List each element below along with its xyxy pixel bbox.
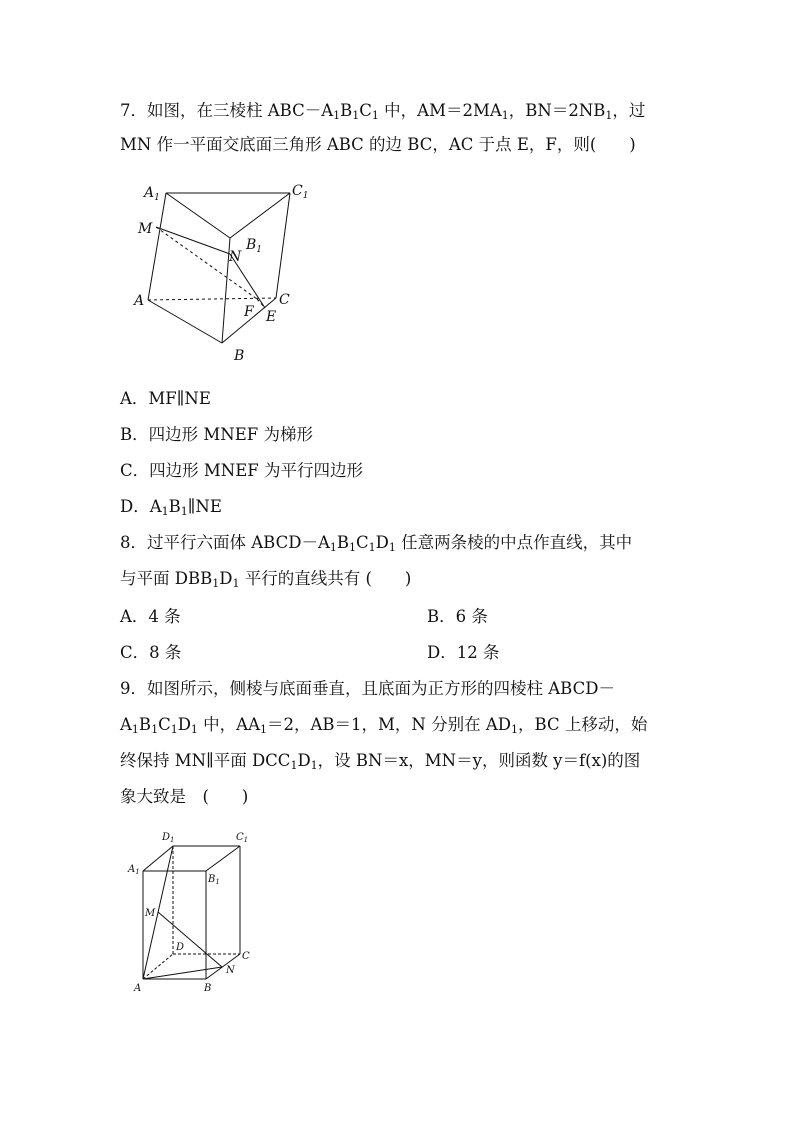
q9-line-3: 终保持 MN∥平面 $DCC_1D_1$，设 BN＝x，MN＝y，则函数 y＝f(x)的图: [120, 751, 641, 772]
q7-label-m: M: [138, 221, 153, 237]
q7-label-a1: $A_1$: [144, 185, 160, 203]
q8-option-c: C．8 条: [120, 643, 182, 662]
q7-label-a: A: [134, 293, 145, 309]
q9-line-1: 9．如图所示，侧棱与底面垂直，且底面为正方形的四棱柱 ABCD－: [120, 679, 615, 698]
q9-label-d: D: [176, 942, 185, 953]
q7-prism-figure: [118, 175, 328, 375]
q9-label-n: N: [226, 965, 235, 976]
q8-option-b: B．6 条: [427, 607, 488, 626]
q7-label-b1: $B_1$: [246, 237, 263, 255]
q8-option-d: D．12 条: [427, 643, 500, 662]
q7-option-c: C．四边形 MNEF 为平行四边形: [120, 461, 363, 480]
q9-label-b: B: [204, 983, 212, 994]
q7-label-n: N: [229, 249, 242, 265]
q7-option-a: A．MF∥NE: [120, 389, 211, 408]
q9-label-c1: $C_1$: [236, 832, 249, 844]
q7-label-f: F: [244, 304, 254, 320]
q7-label-b: B: [234, 348, 245, 364]
q8-line-2: 与平面 $DBB_1D_1$ 平行的直线共有 ( ): [120, 569, 412, 590]
q9-label-d1: $D_1$: [162, 832, 175, 844]
q9-line-2: $A_1B_1C_1D_1$ 中，$AA_1=2$，AB＝1，M，N 分别在 $AD_1$，BC 上移动，始: [120, 715, 648, 736]
q7-line-1: 7．如图，在三棱柱 $ABC-A_1B_1C_1$ 中，$AM=2MA_1$，$BN=2NB_1$，过: [120, 101, 646, 122]
q7-line-2: MN 作一平面交底面三角形 ABC 的边 BC，AC 于点 E，F，则( ): [120, 135, 636, 154]
q9-label-b1: $B_1$: [208, 874, 220, 886]
q9-label-c: C: [242, 951, 250, 962]
q9-label-a: A: [134, 983, 142, 994]
q7-option-d: D．$A_1B_1\parallel NE$: [120, 497, 222, 518]
q7-label-e: E: [266, 309, 277, 325]
q7-option-b: B．四边形 MNEF 为梯形: [120, 425, 313, 444]
q9-label-m: M: [145, 908, 156, 919]
q7-label-c: C: [279, 292, 290, 308]
q8-option-a: A．4 条: [120, 607, 181, 626]
q7-label-c1: $C_1$: [292, 183, 309, 201]
q8-line-1: 8．过平行六面体 $ABCD-A_1B_1C_1D_1$ 任意两条棱的中点作直线，其中: [120, 533, 633, 554]
q9-label-a1: $A_1$: [128, 864, 140, 876]
q9-prism-figure: [118, 826, 268, 1006]
q9-line-4: 象大致是 ( ): [120, 787, 249, 806]
